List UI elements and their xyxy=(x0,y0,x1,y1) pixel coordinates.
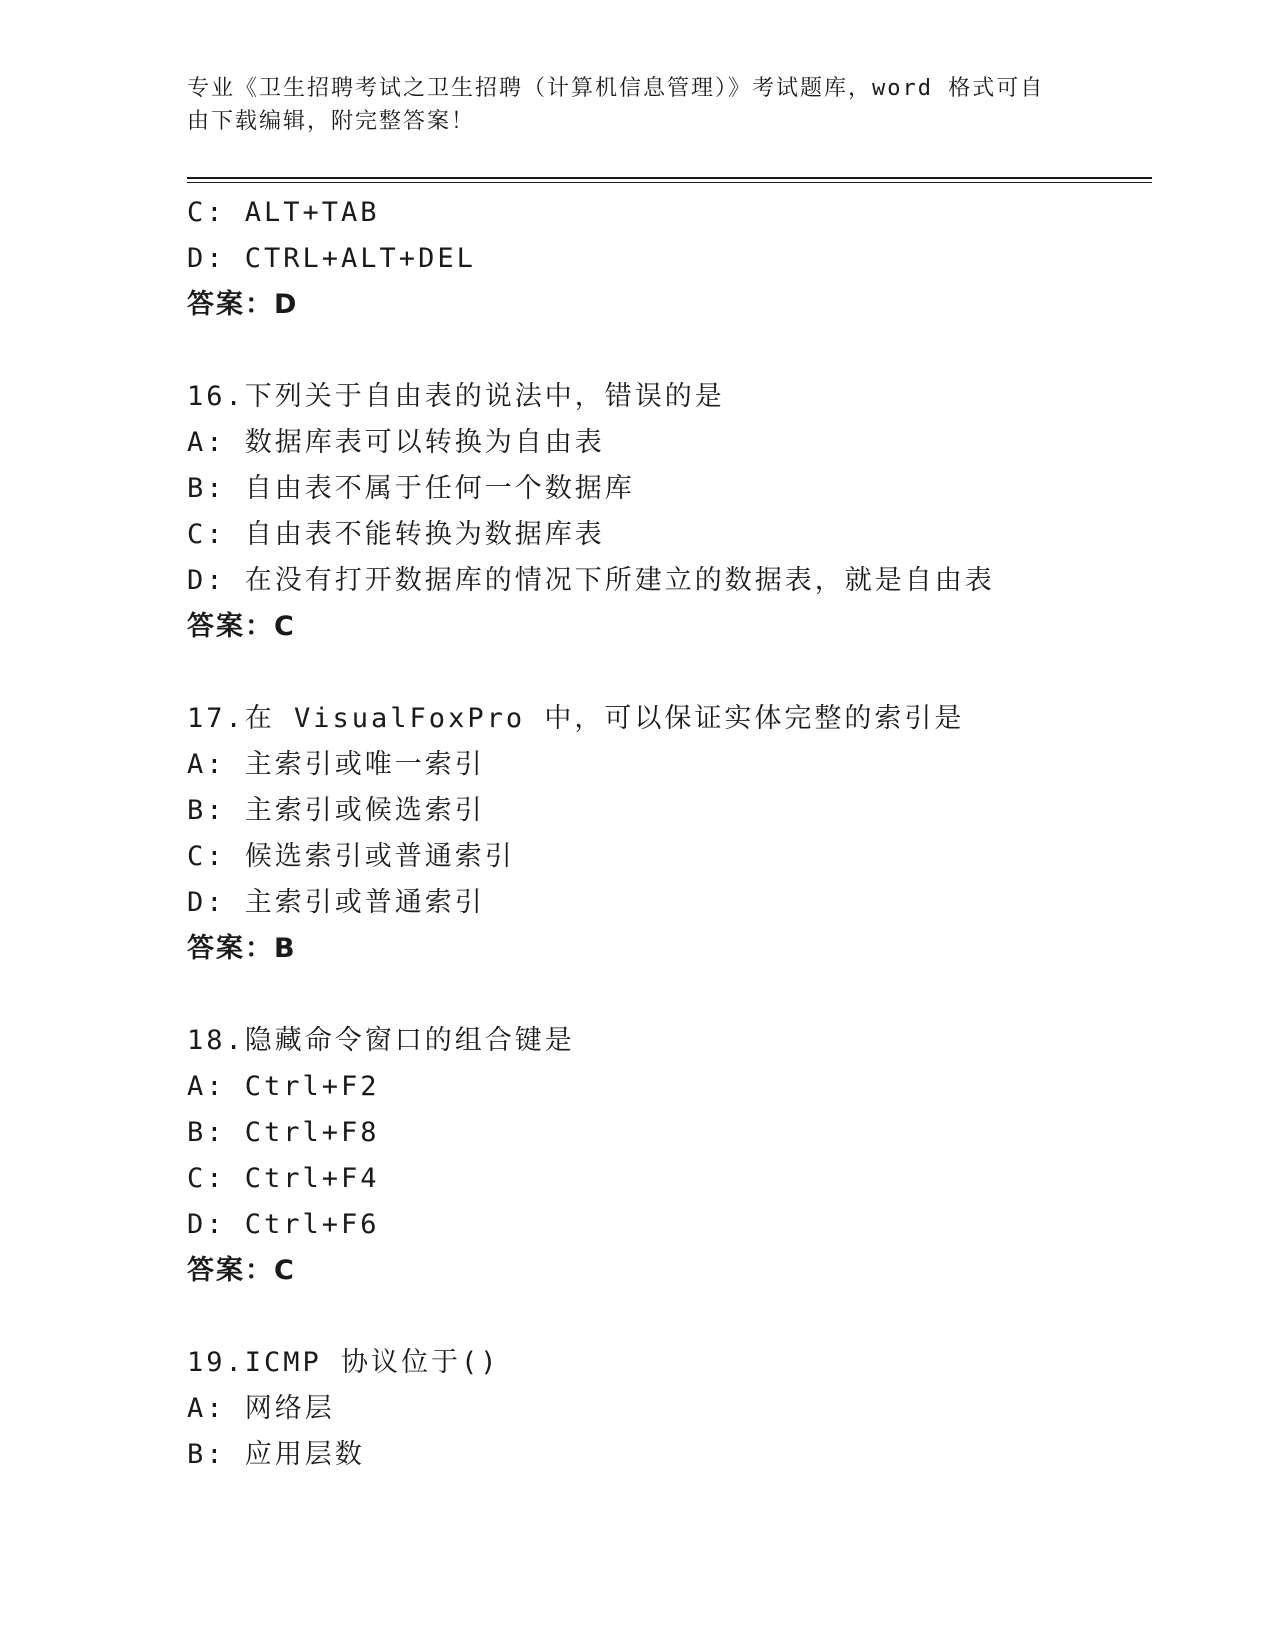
option-b: B: 应用层数 xyxy=(187,1439,365,1470)
answer-label: 答案：D xyxy=(187,289,299,320)
option-d: D: Ctrl+F6 xyxy=(187,1209,380,1240)
document-header xyxy=(187,72,1087,138)
option-b: B: Ctrl+F8 xyxy=(187,1117,380,1148)
question-block-previous xyxy=(187,190,1152,328)
option-a: A: 网络层 xyxy=(187,1393,335,1424)
question-block-16 xyxy=(187,374,1152,650)
option-d: D: 主索引或普通索引 xyxy=(187,887,485,918)
spacer xyxy=(187,328,1152,374)
option-d: D: 在没有打开数据库的情况下所建立的数据表，就是自由表 xyxy=(187,565,995,596)
question-block-19 xyxy=(187,1340,1152,1478)
option-b: B: 自由表不属于任何一个数据库 xyxy=(187,473,635,504)
header-divider-thick xyxy=(187,177,1152,179)
option-d: D: CTRL+ALT+DEL xyxy=(187,243,476,274)
question-block-17 xyxy=(187,696,1152,972)
question-text: 16.下列关于自由表的说法中，错误的是 xyxy=(187,381,725,412)
question-list xyxy=(187,190,1152,1478)
question-text: 18.隐藏命令窗口的组合键是 xyxy=(187,1025,575,1056)
option-c: C: Ctrl+F4 xyxy=(187,1163,380,1194)
option-c: C: 候选索引或普通索引 xyxy=(187,841,515,872)
option-a: A: 数据库表可以转换为自由表 xyxy=(187,427,605,458)
option-b: B: 主索引或候选索引 xyxy=(187,795,485,826)
header-title-line-2: 由下载编辑，附完整答案！ xyxy=(187,109,476,134)
header-title-line-1: 专业《卫生招聘考试之卫生招聘（计算机信息管理）》考试题库，word 格式可自 xyxy=(187,76,1045,101)
answer-label: 答案：B xyxy=(187,933,297,964)
option-c: C: ALT+TAB xyxy=(187,197,380,228)
question-block-18 xyxy=(187,1018,1152,1294)
question-text: 19.ICMP 协议位于() xyxy=(187,1347,500,1378)
spacer xyxy=(187,650,1152,696)
question-text: 17.在 VisualFoxPro 中，可以保证实体完整的索引是 xyxy=(187,703,965,734)
answer-label: 答案：C xyxy=(187,1255,296,1286)
header-divider-thin xyxy=(187,182,1152,183)
option-c: C: 自由表不能转换为数据库表 xyxy=(187,519,605,550)
option-a: A: 主索引或唯一索引 xyxy=(187,749,485,780)
spacer xyxy=(187,1294,1152,1340)
spacer xyxy=(187,972,1152,1018)
option-a: A: Ctrl+F2 xyxy=(187,1071,380,1102)
answer-label: 答案：C xyxy=(187,611,296,642)
